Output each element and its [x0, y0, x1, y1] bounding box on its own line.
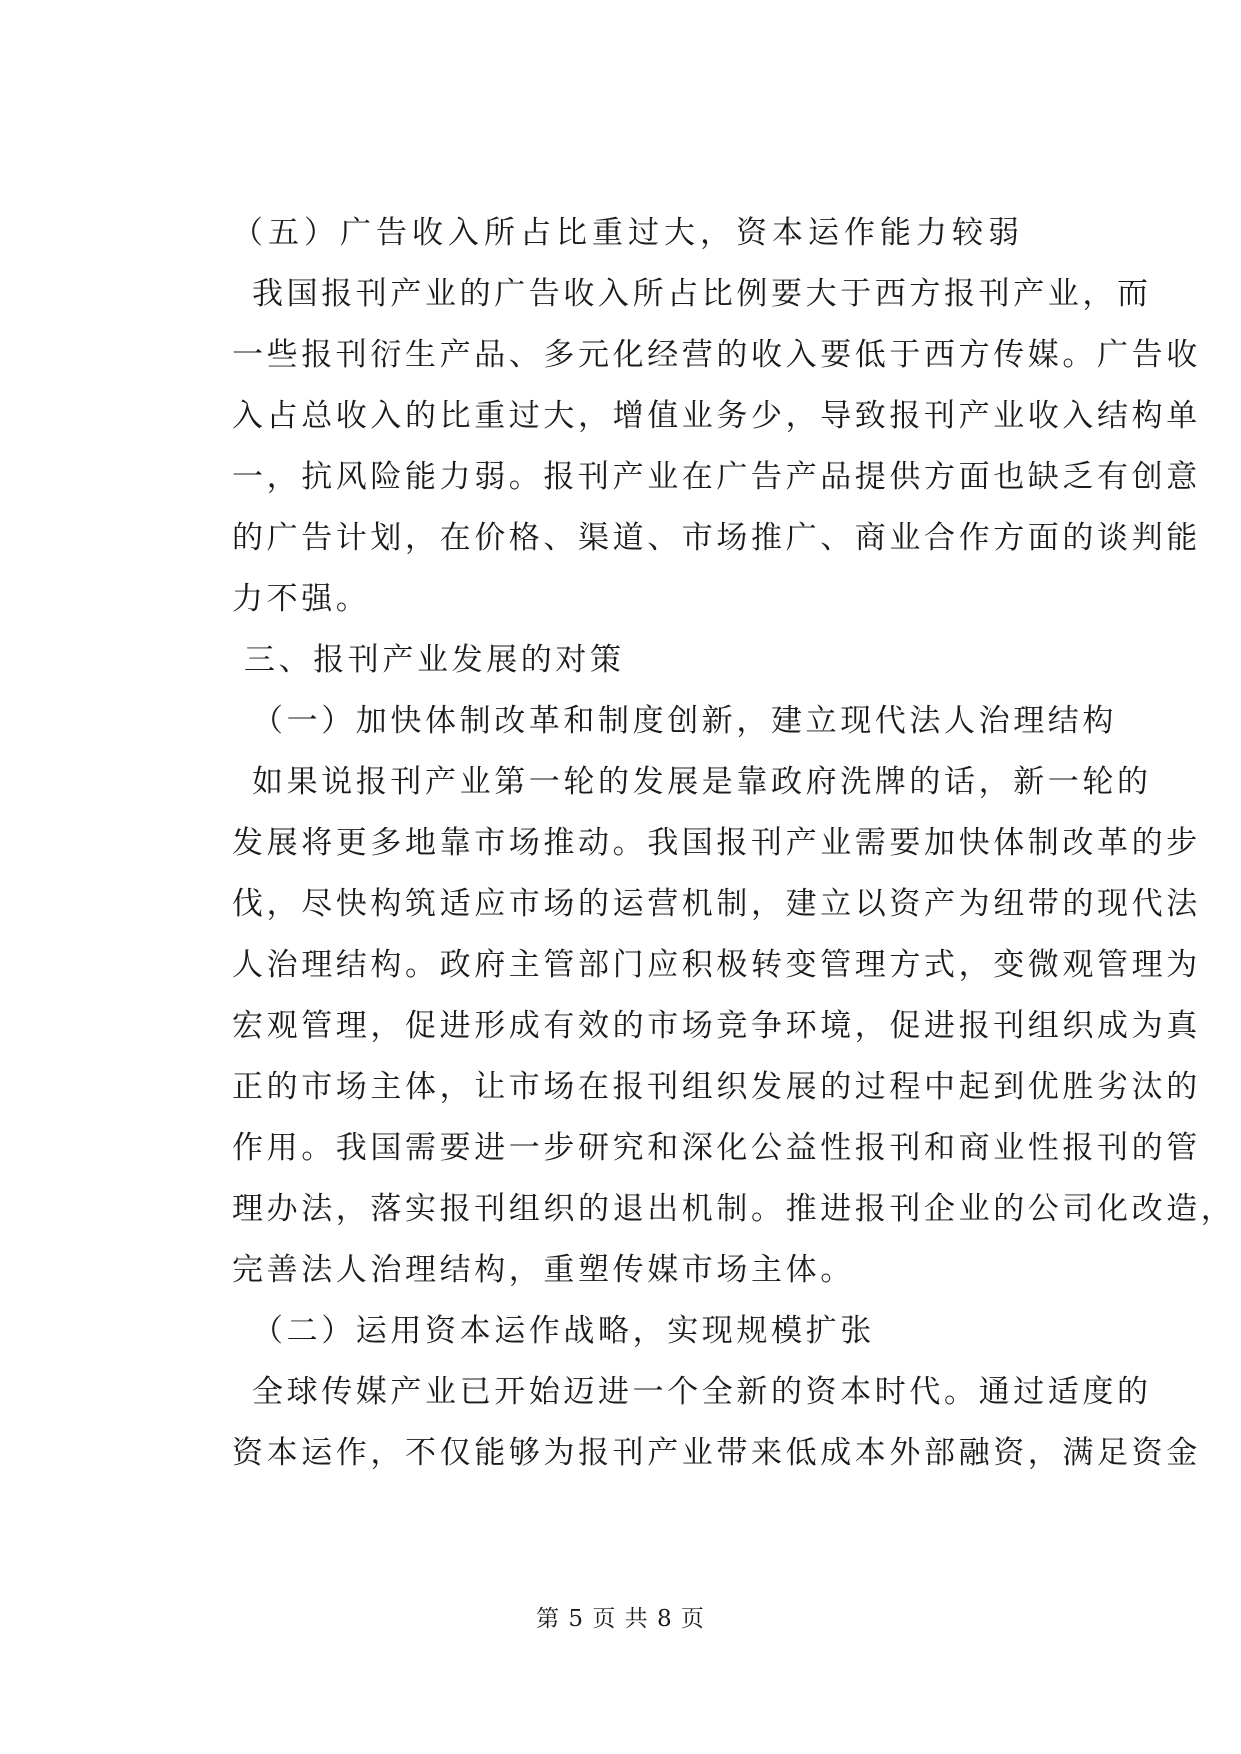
subsection-heading-1: （一）加快体制改革和制度创新，建立现代法人治理结构: [252, 703, 1117, 739]
page-number-footer: 第 5 页 共 8 页: [536, 1606, 705, 1632]
paragraph-line: 宏观管理，促进形成有效的市场竞争环境，促进报刊组织成为真: [232, 1008, 1201, 1044]
paragraph-line: 人治理结构。政府主管部门应积极转变管理方式，变微观管理为: [232, 947, 1201, 983]
paragraph-line: 发展将更多地靠市场推动。我国报刊产业需要加快体制改革的步: [232, 825, 1201, 861]
paragraph-line: 入占总收入的比重过大，增值业务少，导致报刊产业收入结构单: [232, 398, 1201, 434]
document-body: [232, 203, 1236, 1484]
paragraph-line: 如果说报刊产业第一轮的发展是靠政府洗牌的话，新一轮的: [252, 764, 1152, 800]
paragraph-line: 一，抗风险能力弱。报刊产业在广告产品提供方面也缺乏有创意: [232, 459, 1201, 495]
paragraph-line: 伐，尽快构筑适应市场的运营机制，建立以资产为纽带的现代法: [232, 886, 1201, 922]
paragraph-line: 的广告计划，在价格、渠道、市场推广、商业合作方面的谈判能: [232, 520, 1201, 556]
section-heading-3: 三、报刊产业发展的对策: [244, 642, 625, 678]
paragraph-line: 资本运作，不仅能够为报刊产业带来低成本外部融资，满足资金: [232, 1435, 1201, 1471]
subsection-heading-5: （五）广告收入所占比重过大，资本运作能力较弱: [232, 215, 1024, 251]
paragraph-line: 完善法人治理结构，重塑传媒市场主体。: [232, 1252, 855, 1288]
paragraph-line: 作用。我国需要进一步研究和深化公益性报刊和商业性报刊的管: [232, 1130, 1201, 1166]
paragraph-line: 一些报刊衍生产品、多元化经营的收入要低于西方传媒。广告收: [232, 337, 1201, 373]
paragraph-line: 理办法，落实报刊组织的退出机制。推进报刊企业的公司化改造，: [232, 1191, 1236, 1227]
subsection-heading-2: （二）运用资本运作战略，实现规模扩张: [252, 1313, 875, 1349]
paragraph-line: 力不强。: [232, 581, 371, 617]
paragraph-line: 我国报刊产业的广告收入所占比例要大于西方报刊产业，而: [252, 276, 1152, 312]
paragraph-line: 全球传媒产业已开始迈进一个全新的资本时代。通过适度的: [252, 1374, 1152, 1410]
paragraph-line: 正的市场主体，让市场在报刊组织发展的过程中起到优胜劣汰的: [232, 1069, 1201, 1105]
